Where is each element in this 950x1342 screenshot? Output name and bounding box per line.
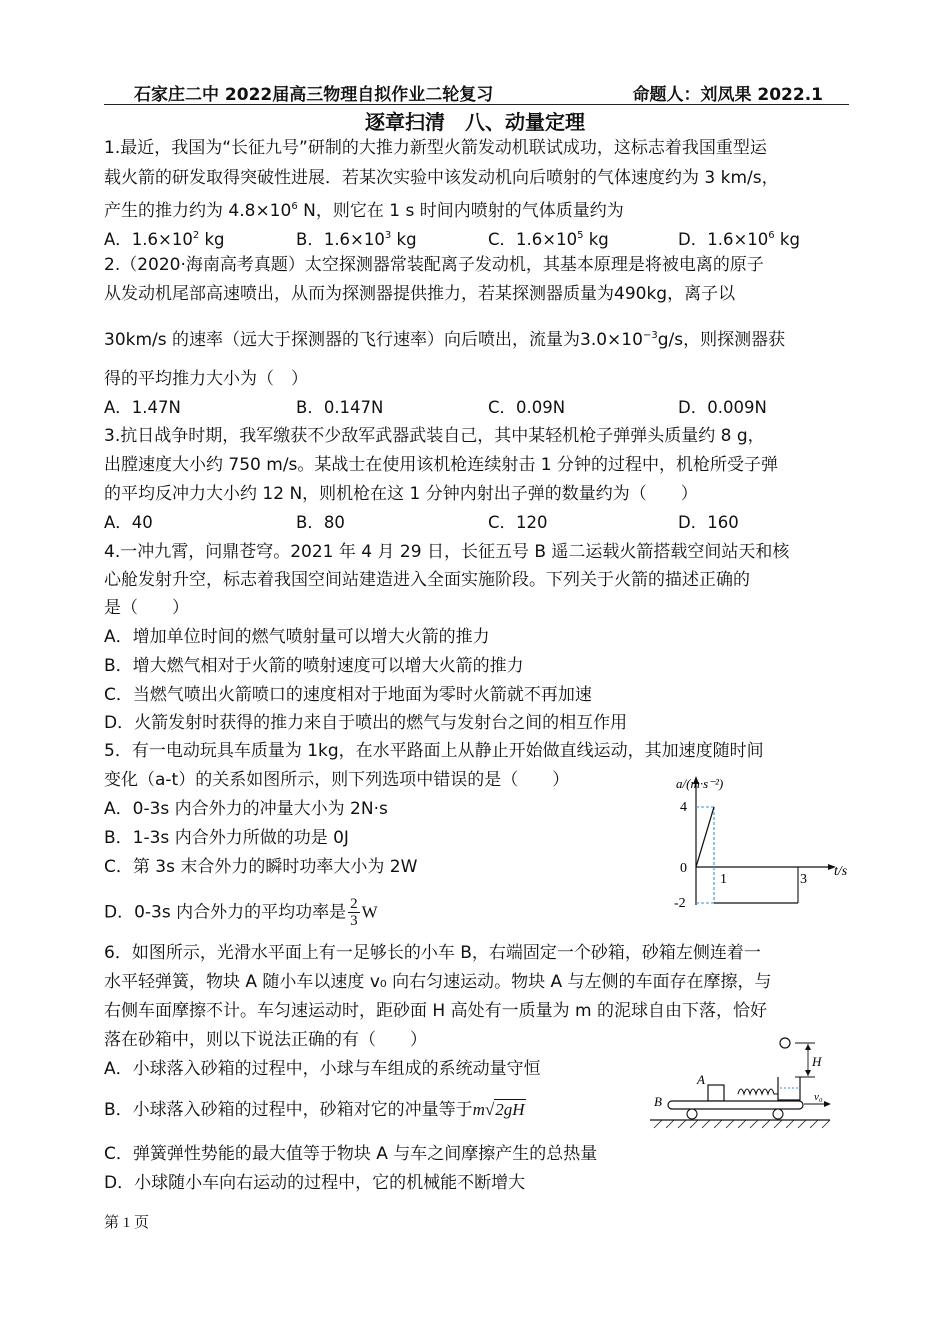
header-school: 石家庄二中 2022届高三物理自拟作业二轮复习 [134, 85, 494, 105]
q2-line-4: 得的平均推力大小为（ ） [104, 369, 308, 389]
q2-line-2: 从发动机尾部高速喷出，从而为探测器提供推力，若某探测器质量为490kg，离子以 [104, 284, 736, 304]
q4-option-c: C．当燃气喷出火箭喷口的速度相对于地面为零时火箭就不再加速 [104, 685, 592, 705]
tick-y0: 0 [680, 861, 687, 876]
graph-xlabel: t/s [834, 864, 848, 879]
q5-line-1: 5．有一电动玩具车质量为 1kg，在水平路面上从静止开始做直线运动，其加速度随时间 [104, 741, 764, 761]
q2-line-3b: g/s，则探测器获 [657, 330, 786, 350]
label-v0: v₀ [814, 1091, 823, 1103]
q2-option-c: C．0.09N [488, 398, 566, 417]
q1-option-d: D．$1.6\times 10^6$ kg [678, 230, 800, 249]
q6-option-c: C．弹簧弹性势能的最大值等于物块 A 与车之间摩擦产生的总热量 [104, 1144, 598, 1164]
q4-line-2: 心舱发射升空，标志着我国空间站建造进入全面实施阶段。下列关于火箭的描述正确的 [104, 570, 750, 590]
q4-line-3: 是（ ） [104, 598, 189, 618]
q2-line-3a: 30km/s 的速率（远大于探测器的飞行速率）向后喷出，流量为3.0×10 [104, 330, 643, 350]
q6-cart-figure [650, 1030, 835, 1135]
tick-x1: 1 [720, 872, 727, 887]
q2-line-3-sup: −3 [642, 330, 658, 341]
q2-line-3 [104, 324, 785, 352]
label-H: H [812, 1054, 822, 1069]
q2-line-1: 2.（2020·海南高考真题）太空探测器常装配离子发动机，其基本原理是将被电离的原子 [104, 255, 764, 275]
q6-line-2: 水平轻弹簧，物块 A 随小车以速度 v₀ 向右匀速运动。物块 A 与左侧的车面存在摩擦，与 [104, 972, 772, 992]
header-author: 命题人：刘凤果 2022.1 [632, 85, 823, 105]
q6-option-b [104, 1098, 526, 1122]
q4-line-1: 4.一冲九霄，问鼎苍穹。2021 年 4 月 29 日，长征五号 B 遥二运载火箭搭载空间站天和核 [104, 542, 790, 562]
q1-line-1: 1.最近，我国为“长征九号”研制的大推力新型火箭发动机联试成功，这标志着我国重型运 [104, 138, 767, 158]
q2-option-b: B．0.147N [296, 398, 384, 417]
q6-option-b-text: B．小球落入砂箱的过程中，砂箱对它的冲量等于 [104, 1100, 473, 1120]
q3-line-3: 的平均反冲力大小约 12 N，则机枪在这 1 分钟内射出子弹的数量约为（ ） [104, 484, 698, 504]
tick-y4: 4 [680, 800, 687, 815]
q3-option-c: C．120 [488, 513, 548, 532]
q5-option-d-text: D．0-3s 内合外力的平均功率是 [104, 902, 347, 923]
q4-option-a: A．增加单位时间的燃气喷射量可以增大火箭的推力 [104, 627, 490, 647]
block-A [708, 1085, 724, 1101]
page-header [104, 78, 849, 105]
q1-option-b: B．$1.6\times 10^3$ kg [296, 230, 417, 249]
q4-option-d: D．火箭发射时获得的推力来自于喷出的燃气与发射台之间的相互作用 [104, 713, 628, 733]
q5-option-d-fraction: $\frac{2}{3}$ [350, 896, 358, 929]
h-arrow-bottom [805, 1070, 811, 1076]
q1-option-c: C．$1.6\times 10^5$ kg [488, 230, 609, 249]
q4-option-b: B．增大燃气相对于火箭的喷射速度可以增大火箭的推力 [104, 656, 524, 676]
q3-line-2: 出膛速度大小约 750 m/s。某战士在使用该机枪连续射击 1 分钟的过程中，机枪所受子弹 [104, 455, 779, 475]
q3-option-b: B．80 [296, 513, 345, 532]
label-A: A [697, 1072, 705, 1087]
q5-option-a: A．0-3s 内合外力的冲量大小为 2N·s [104, 799, 388, 819]
q5-line-2: 变化（a-t）的关系如图所示，则下列选项中错误的是（ ） [104, 770, 570, 790]
q1-line-3-sup: 6 [291, 201, 298, 212]
q6-line-3: 右侧车面摩擦不计。车匀速运动时，距砂面 H 高处有一质量为 m 的泥球自由下落，恰好 [104, 1001, 767, 1021]
page-footer: 第 1 页 [104, 1215, 150, 1231]
spring [738, 1089, 778, 1094]
label-B: B [654, 1094, 662, 1109]
q1-option-a: A．$1.6\times 10^2$ kg [104, 230, 225, 249]
tick-x3: 3 [800, 872, 807, 887]
q1-line-2: 载火箭的研发取得突破性进展．若某次实验中该发动机向后喷射的气体速度约为 3 km/s， [104, 168, 779, 188]
q5-option-d-unit: W [361, 902, 378, 922]
velocity-arrowhead [824, 1101, 831, 1107]
q5-option-b: B．1-3s 内合外力所做的功是 0J [104, 828, 349, 848]
q1-line-3b: N，则它在 1 s 时间内喷射的气体质量约为 [297, 201, 624, 221]
mud-ball [780, 1038, 790, 1048]
cart-B [668, 1101, 803, 1109]
q5-at-graph [650, 770, 860, 920]
h-arrow-top [805, 1044, 811, 1050]
segment-rise [696, 807, 714, 867]
q3-line-1: 3.抗日战争时期，我军缴获不少敌军武器武装自己，其中某轻机枪子弹弹头质量约 8 g， [104, 426, 765, 446]
q6-line-4: 落在砂箱中，则以下说法正确的有（ ） [104, 1030, 427, 1050]
page-title: 逐章扫清 八、动量定理 [365, 110, 585, 134]
tick-yneg2: -2 [674, 896, 686, 911]
q6-option-a: A．小球落入砂箱的过程中，小球与车组成的系统动量守恒 [104, 1059, 541, 1079]
q1-line-3a: 产生的推力约为 4.8×10 [104, 201, 292, 221]
wheel-left [687, 1109, 697, 1119]
q5-option-c: C．第 3s 末合外力的瞬时功率大小为 2W [104, 857, 418, 877]
q5-option-d [104, 896, 378, 929]
graph-ylabel: a/(m·s⁻²) [676, 776, 724, 791]
q3-option-d: D．160 [678, 513, 739, 532]
q6-option-d: D．小球随小车向右运动的过程中，它的机械能不断增大 [104, 1173, 526, 1193]
q3-option-a: A．40 [104, 513, 153, 532]
q2-option-d: D．0.009N [678, 398, 767, 417]
ground-hatch [654, 1120, 830, 1128]
wheel-right [773, 1109, 783, 1119]
q1-line-3 [104, 195, 624, 223]
q6-option-b-formula: m√2gH [472, 1100, 525, 1119]
q6-line-1: 6．如图所示，光滑水平面上有一足够长的小车 B，右端固定一个砂箱，砂箱左侧连着一 [104, 943, 761, 963]
q2-option-a: A．1.47N [104, 398, 181, 417]
